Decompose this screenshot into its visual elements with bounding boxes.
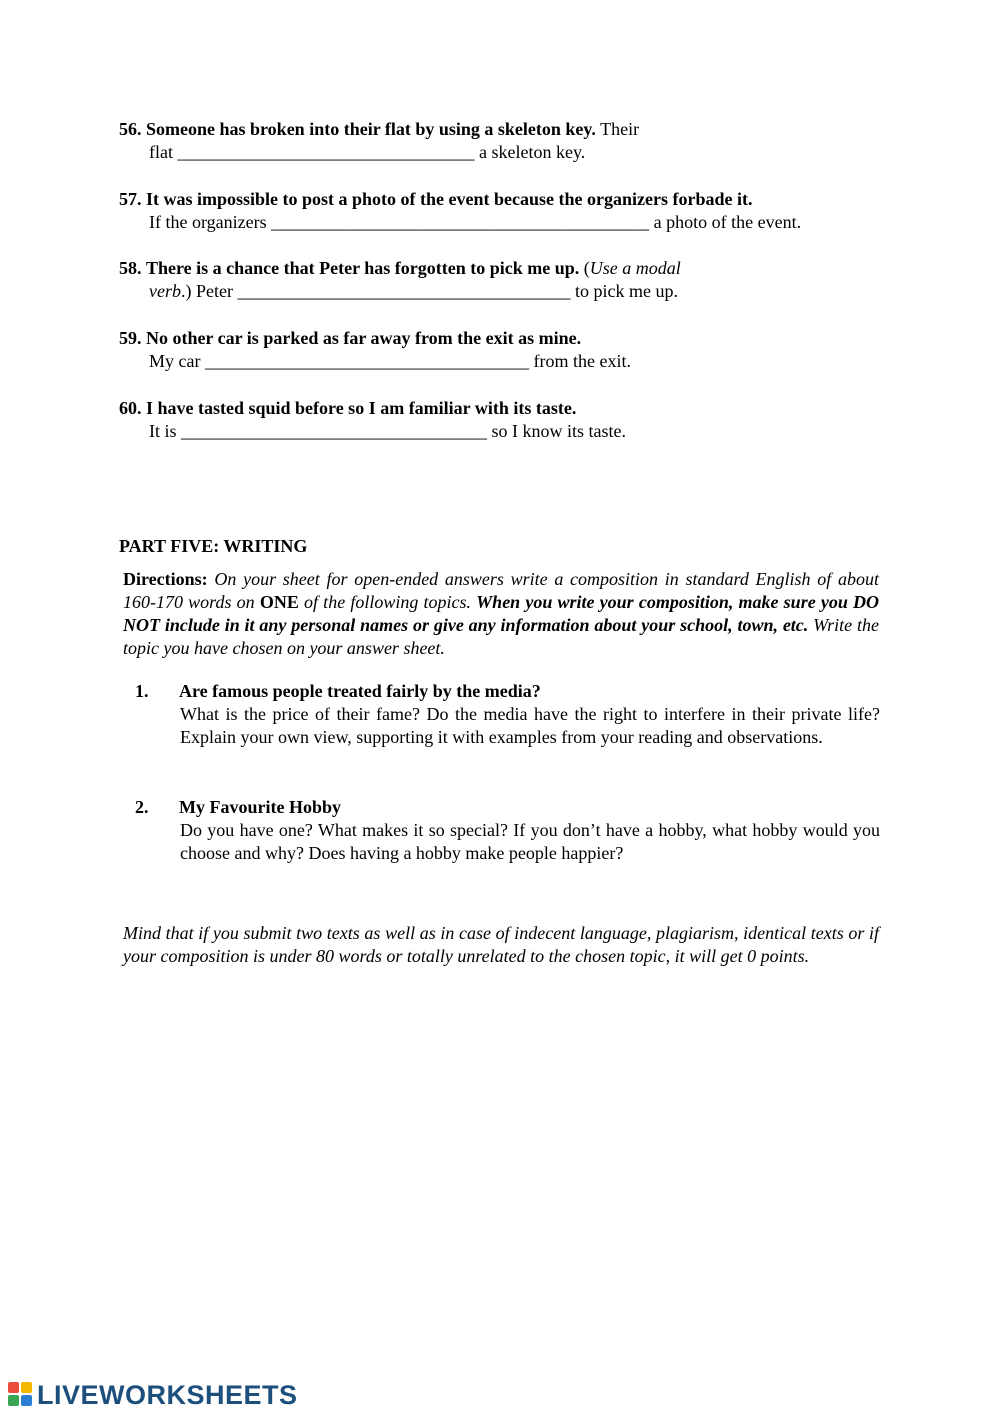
question-hint-italic: Use a modal [589, 258, 681, 278]
directions [123, 568, 879, 660]
question-57 [119, 188, 889, 234]
topic-title: Are famous people treated fairly by the media? [179, 681, 541, 701]
scoring-note: Mind that if you submit two texts as well as in case of indecent language, plagiarism, identical texts or if your composition is under 80 words or totally unrelated to the chosen topic, it will get 0 points. [123, 923, 879, 966]
question-prompt: It was impossible to post a photo of the event because the organizers forbade it. [146, 189, 753, 209]
logo-text: LIVEWORKSHEETS [37, 1379, 298, 1410]
question-hint-open: ( [579, 258, 590, 278]
directions-text-1: On your sheet for open-ended answers write a composition in standard English of about 160-170 words on [123, 569, 879, 612]
question-number: 60. [119, 398, 142, 418]
question-prompt: I have tasted squid before so I am familiar with its taste. [146, 398, 577, 418]
topic-number: 2. [135, 797, 149, 817]
liveworksheets-logo-icon [8, 1382, 34, 1408]
question-answer-line[interactable] [119, 280, 889, 303]
topic-title: My Favourite Hobby [179, 797, 341, 817]
topic-description: Do you have one? What makes it so special? If you don’t have a hobby, what hobby would you choose and why? Does having a hobby make people happier? [180, 820, 880, 863]
question-prompt: No other car is parked as far away from the exit as mine. [146, 328, 582, 348]
directions-one: ONE [259, 592, 299, 612]
section-heading: PART FIVE: WRITING [119, 536, 308, 556]
question-answer-line[interactable]: My car ____________________________________ from the exit. [149, 351, 631, 371]
question-number: 59. [119, 328, 142, 348]
topic-description: What is the price of their fame? Do the media have the right to interfere in their private life? Explain your own view, supporting it with examples from your reading and observations. [180, 704, 880, 747]
question-answer-line[interactable]: If the organizers __________________________________________ a photo of the event. [149, 212, 802, 232]
question-prompt: Someone has broken into their flat by using a skeleton key. [146, 119, 596, 139]
question-number: 58. [119, 258, 142, 278]
question-hint-italic-2: verb [149, 281, 181, 301]
question-58 [119, 257, 889, 303]
question-60 [119, 397, 889, 443]
topic-number: 1. [135, 681, 149, 701]
question-prompt: There is a chance that Peter has forgotten to pick me up. [146, 258, 580, 278]
liveworksheets-logo[interactable] [8, 1380, 298, 1410]
directions-label: Directions: [123, 569, 208, 589]
directions-warning: When you write your composition, make sure you DO NOT include in it any personal names or give any information about your school, town, etc. [123, 592, 880, 635]
question-59 [119, 327, 889, 373]
topic-2 [135, 796, 880, 865]
question-answer-text: .) Peter _____________________________________ to pick me up. [180, 281, 678, 301]
question-number: 56. [119, 119, 142, 139]
question-56 [119, 118, 889, 164]
question-answer-line[interactable]: It is __________________________________ so I know its taste. [149, 421, 626, 441]
question-prompt-tail: Their [595, 119, 640, 139]
topic-1 [135, 680, 880, 749]
question-answer-line[interactable]: flat _________________________________ a skeleton key. [149, 142, 586, 162]
question-number: 57. [119, 189, 142, 209]
directions-text-3: Write the topic you have chosen on your answer sheet. [123, 615, 879, 658]
directions-text-2: of the following topics. [298, 592, 477, 612]
